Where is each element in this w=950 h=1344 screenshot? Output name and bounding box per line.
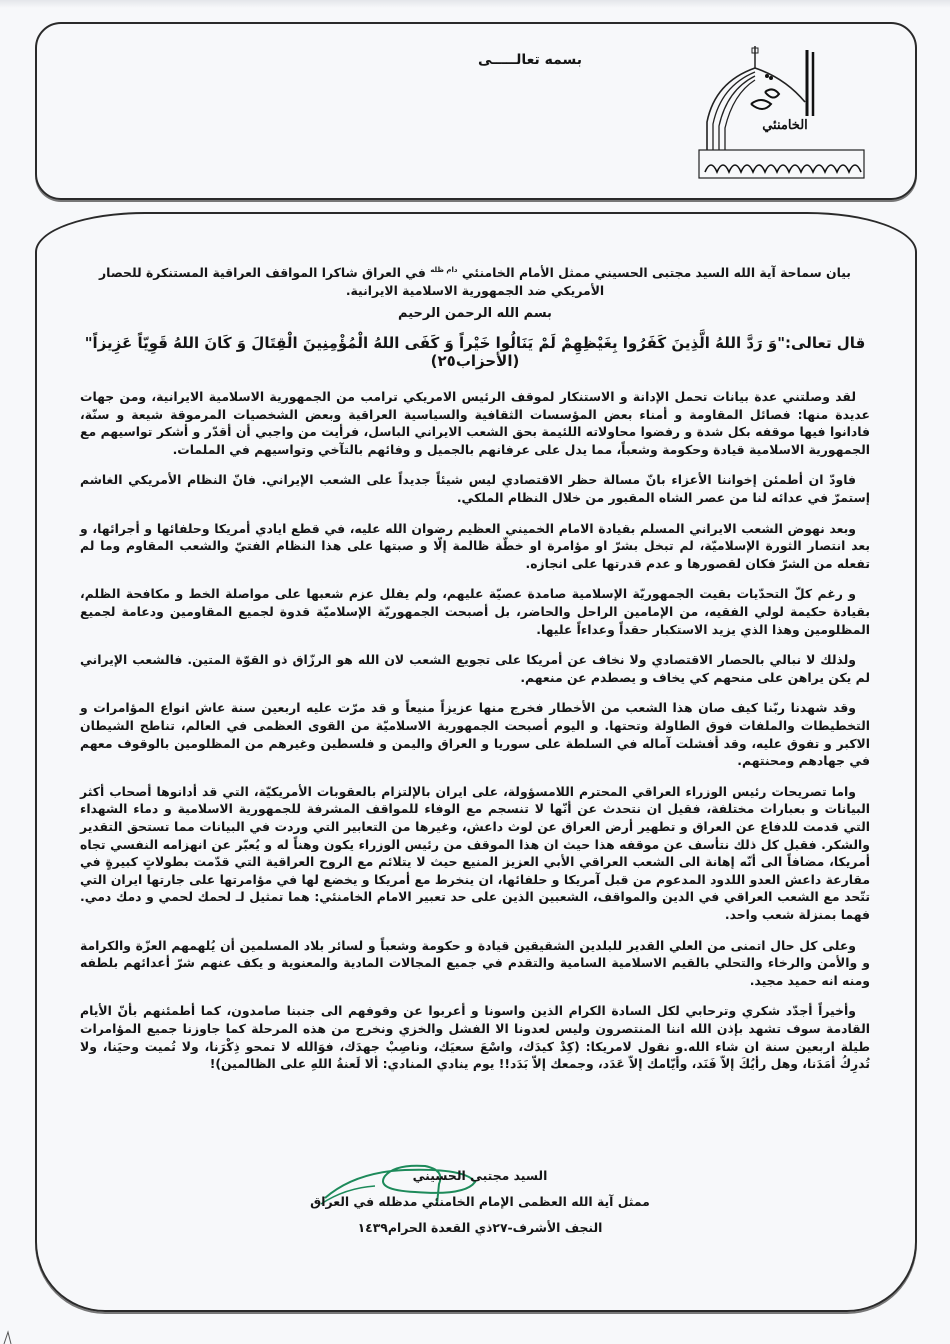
paragraph: فاودّ ان أطمئن إخواننا الأعزاء بانّ مسالة حظر الاقتصادي ليس شيئاً جديداً على الشعب الإيراني. فانّ النظام الأمريكي الغاشم إستمرّ في عدائه لنا من عصر الشاه المقبور من خلال النظام الملكي. (80, 472, 870, 506)
paragraph: لقد وصلتني عدة بيانات تحمل الإدانة و الاستنكار لموقف الرئيس الامريكي ترامب من الجمهورية الاسلامية الايرانية، ومن جهات عديدة منها: فصائل المقاومة و أمناء بعض المؤسسات الثقافية والسياسية العراقية وبعض الشخصيات المرموقة شيعة و سنّة، فادانوا فيها موقفه بكل شدة و رفضوا محاولاته اللئيمة بحق الشعب الايراني الباسل، فرأيت من واجبي أن أقدّر و أشكر تواسيهم مع الجمهورية الاسلامية قيادة وحكومة وشعباً، مما يدل على عرفانهم بالجميل و وفائهم بالتآخي وتواسيهم في الملمات. (80, 389, 870, 457)
intro-text: بيان سماحة آية الله السيد مجتبى الحسيني ممثل الأمام الخامنئي (461, 265, 851, 281)
scan-corner-mark-icon (2, 1330, 12, 1344)
signatory-title: ممثل آية الله العظمى الإمام الخامنئي مدظله في العراق (310, 1194, 650, 1209)
invocation-text: بسمه تعالـــــى (477, 52, 582, 68)
quran-verse: قال تعالى:"وَ رَدَّ اللهُ الَّذِينَ كَفَرُوا بِغَيْظِهِمْ لَمْ يَنَالُوا خَيْراً وَ كَفَى اللهُ الْمُؤْمِنِينَ الْقِتَالَ وَ كَانَ اللهُ قَوِيّاً عَزِيزاً" (الأحزاب٢٥) (84, 333, 866, 370)
khamenei-office-logo-icon (695, 42, 880, 182)
paragraph: واما تصريحات رئيس الوزراء العراقي المحترم اللامسؤولة، على ايران بالإلتزام بالعقوبات الأمريكيّة، التي قد أدانوها أصحاب أكثر البيانات و بعبارات مختلفة، فقيل ان نتحدث عن أنّها لا تنسجم مع الوفاء للمواقف المشرفة للجمهورية الاسلامية و دماء الشهداء التي قدمت للدفاع عن العراق و تطهير أرض العراق عن لوث داعش، وغيرها من التعابير التي وردت في البيانات مما تستحق التقدير والشكر. فقبل كل ذلك نتأسف عن موقفه هذا حيث ان هذا الموقف من رئيس الوزراء يكون وهناً له و يُعبّر عن انهزامه النفسي تجاه أمريكا، مضافاً الى أنّه إهانة الى الشعب العراقي الأبي العزيز المنيع حيث لا يتلائم مع الروح العراقية التي قدّمت بطولاتٍ كبيرةٍ في مقارعة داعش العدو اللدود المدعوم من قبل آمريكا و حلفائها، ان ينخرط مع أمريكا و يخضع لها في مؤامرتها على جارتها ايران التي تتّحد مع الشعب العراقي في الدين والمواقف، الشعبين الذين على حد تعبير الامام الخامنئي: هما تمثيل لـ لحمك لحمي و دمك دمي. فهما بمنزلة شعب واحد. (80, 783, 870, 922)
logo-name: الخامنئي (762, 118, 808, 133)
paragraph: وعلى كل حال اتمنى من العلي القدير للبلدين الشقيقين قيادة و حكومة وشعباً و لسائر بلاد المسلمين أن يُلهمهم العزّة والكرامة و والأمن والرخاء والتحلي بالقيم الاسلامية السامية والتقدم في جميع المجالات المادية والمعنوية و يكف عنهم شرّ أعدائهم بلطفه ومنه انه حميد مجيد. (80, 937, 870, 988)
place-and-date: النجف الأشرف-٢٧ذي القعدة الحرام١٤٣٩ (357, 1220, 603, 1235)
statement-intro (80, 262, 870, 299)
intro-text-rest: في العراق شاكرا المواقف العراقية المستنكرة للحصار الأمريكي ضد الجمهورية الاسلامية الايرانية. (99, 265, 605, 298)
paragraph: وبعد نهوض الشعب الايراني المسلم بقيادة الامام الخميني العظيم رضوان الله عليه، في قطع ايادي أمريكا وحلفائها و أجرائها، و بعد انتصار الثورة الإسلاميّة، لم تبخل بشرّ او مؤامرة او خطّة ظالمة إلّا و صبتها على هذا النظام الفتيّ والشعب المقاوم وما لم تفعله من الشرّ فكان لقصورها و عدم قدرتها على انجازه. (80, 520, 870, 571)
scan-top-edge (0, 0, 950, 8)
paragraph: وأخيراً أجدّد شكري وترحابي لكل السادة الكرام الذين واسونا و أعربوا عن وقوفهم الى جنبنا صامدون، كما أطمئنهم بأنّ الأيام القادمة سوف تشهد بإذن الله اننا المنتصرون وليس لعدونا الا الفشل والخزي ونخرج من هذه المرحلة كما جاوزنا جميع المؤامرات طيلة اربعين سنة ان شاء الله.و نقول لامريكا: (كِدْ كيدَك، واسْعَ سعيَك، وناصِبْ جهدَك، فوَالله لا تمحو ذِكْرَنا، ولا تُميت وحيَنا، ولا تُدرِكُ أمَدَنا، وهل رأيُكَ إلاّ فَنَد، وأيّامك إلاّ عَدَد، وجمعك إلاّ بَدَد!! يوم ينادي المنادي: ألا لَعنةُ اللهِ على الظالمين)! (80, 1003, 870, 1072)
honorific-superscript: دام ظله (430, 266, 458, 274)
paragraph: و رغم كلّ التحدّيات بقيت الجمهوريّة الإسلامية صامدة عصيّة عليهم، ولم يفلل عزم شعبها على مواصلة الخط و مكافحة الظلم، بقيادة حكيمة لولي الفقيه، من الإمامين الراحل والحاضر، بل أصبحت الجمهوريّة الإسلاميّة قدوة لجميع المقاومين ودعامة لجميع المظلومين وهذا الذي يزيد الاستكبار حقداً وعداءاً عليها. (80, 586, 870, 637)
bismillah: بسم الله الرحمن الرحيم (398, 306, 552, 322)
paragraph: وقد شهدنا ربّنا كيف صان هذا الشعب من الأخطار فخرج منها عزيزاً منيعاً و قد مرّت عليه اربعين سنة عاش انواع المؤامرات و التخطيطات والملفات فوق الطاولة وتحتها. و اليوم أصبحت الجمهورية الاسلاميّة من القوى العظمى في العالم، تناطح الشيطان الاكبر و تفوق عليه، وقد أفشلت آماله في السلطة على سوريا و العراق واليمن و فلسطين وغيرهم من المظلومين بالوقوف معهم في جهادهم ومحنتهم. (80, 700, 870, 769)
signature-block (280, 1163, 680, 1241)
statement-body (80, 262, 870, 1086)
signatory-name: السيد مجتبى الحسيني (412, 1168, 548, 1183)
paragraph: ولذلك لا نبالي بالحصار الاقتصادي ولا نخاف عن أمريكا على تجويع الشعب لان الله هو الرزّاق ذو القوّة المتين. فالشعب الإيراني لم يكن يراهن على منحهم كي يخاف و يصطدم عن منعهم. (80, 652, 870, 685)
